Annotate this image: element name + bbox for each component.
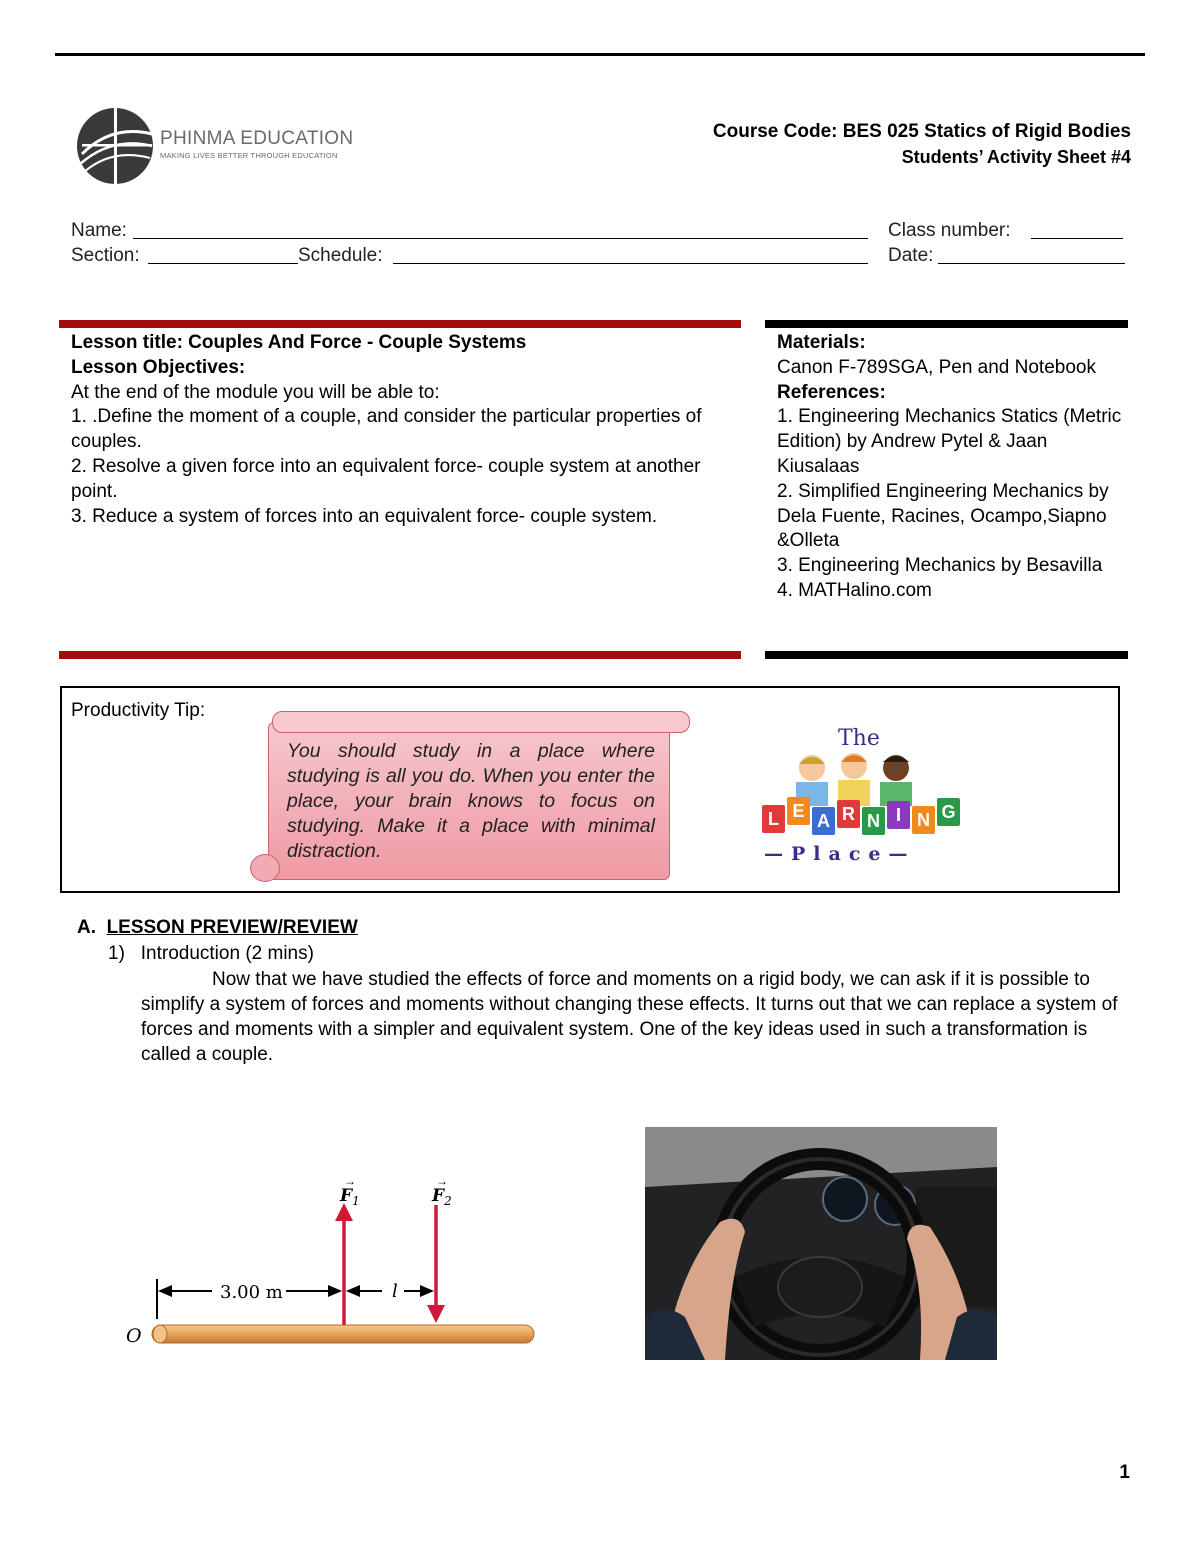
f2-arrowhead (427, 1305, 445, 1323)
block-letter: G (937, 798, 960, 826)
objective-1: 1. .Define the moment of a couple, and consider the particular properties of couples. (71, 406, 702, 453)
productivity-label: Productivity Tip: (71, 700, 206, 721)
intro-paragraph (141, 967, 1131, 1067)
f1-label: $F_1$ (340, 1186, 360, 1208)
f2-vector-mark: → (436, 1175, 448, 1188)
name-field[interactable] (133, 237, 868, 239)
date-label: Date: (888, 245, 934, 266)
learning-place-word: Place (791, 843, 889, 865)
section-field[interactable] (148, 262, 298, 264)
block-letter: A (812, 807, 835, 835)
block-letter: N (912, 806, 935, 834)
schedule-field[interactable] (393, 262, 868, 264)
tip-scroll-roll (272, 711, 690, 733)
course-code: Course Code: BES 025 Statics of Rigid Bodies (712, 121, 1131, 142)
intro-paragraph-text: Now that we have studied the effects of force and moments on a rigid body, we can ask if it is possible to simplify a system of forces and moments without changing these effects. It turns out that we can replace a system of forces and moments with a simpler and equivalent system. One of the key ideas used in such a transformation is called a couple. (141, 969, 1118, 1065)
steering-wheel-photo (645, 1127, 997, 1360)
logo-name: PHINMA EDUCATION (160, 128, 354, 149)
reference-4: 4. MATHalino.com (777, 579, 932, 601)
couple-diagram (120, 1175, 550, 1355)
objective-2: 2. Resolve a given force into an equivalent force- couple system at another point. (71, 455, 701, 502)
section-a-heading (77, 917, 358, 939)
date-field[interactable] (938, 262, 1125, 264)
class-number-field[interactable] (1031, 237, 1123, 239)
intro-title: Introduction (2 mins) (140, 943, 314, 964)
f2-label: $F_2$ (432, 1186, 452, 1208)
rod (152, 1325, 534, 1343)
f1-vector-mark: → (344, 1175, 356, 1188)
block-letter: I (887, 801, 910, 829)
section-title: LESSON PREVIEW/REVIEW (106, 917, 358, 938)
lesson-bottom-bar (59, 651, 741, 659)
tip-scroll-curl (250, 854, 280, 882)
reference-1: 1. Engineering Mechanics Statics (Metric Edition) by Andrew Pytel & Jaan Kiusalaas (777, 406, 1122, 477)
learning-place-place: —Place— (764, 843, 916, 865)
productivity-tip: You should study in a place where studying is all you do. When you enter the place, your brain knows to focus on studying. Make it a place with minimal distraction. (287, 740, 655, 862)
page-number: 1 (1119, 1462, 1130, 1483)
intro-item (108, 943, 314, 965)
dim-arrow-l-right (420, 1285, 434, 1297)
l-label: l (392, 1281, 398, 1302)
reference-3: 3. Engineering Mechanics by Besavilla (777, 555, 1103, 577)
objective-3: 3. Reduce a system of forces into an equivalent force- couple system. (71, 505, 658, 527)
class-number-label: Class number: (888, 220, 1011, 241)
intro-number: 1) (108, 943, 125, 964)
lesson-top-bar (59, 320, 741, 328)
dim-arrow-right (328, 1285, 342, 1297)
lesson-title: Lesson title: Couples And Force - Couple Systems (71, 332, 527, 353)
reference-2: 2. Simplified Engineering Mechanics by Dela Fuente, Racines, Ocampo,Siapno &Olleta (777, 480, 1109, 552)
section-letter: A. (77, 917, 96, 938)
origin-label: O (126, 1325, 142, 1347)
section-label: Section: (71, 245, 140, 266)
materials-heading: Materials: (777, 332, 866, 353)
learning-place-the: The (838, 726, 880, 751)
rod-end (153, 1325, 167, 1343)
materials-text: Canon F-789SGA, Pen and Notebook (777, 356, 1096, 378)
learning-blocks (762, 800, 960, 831)
block-letter: N (862, 807, 885, 835)
dim-arrow-l-left (346, 1285, 360, 1297)
objectives-heading: Lesson Objectives: (71, 356, 246, 378)
materials-column (777, 331, 1122, 604)
materials-top-bar (765, 320, 1128, 328)
materials-bottom-bar (765, 651, 1128, 659)
top-rule (55, 53, 1145, 56)
block-letter: E (787, 797, 810, 825)
schedule-label: Schedule: (298, 245, 383, 266)
sheet-title: Students’ Activity Sheet #4 (901, 147, 1131, 167)
lesson-column (71, 331, 731, 529)
objectives-intro: At the end of the module you will be able to: (71, 381, 440, 403)
dim-arrow-left (158, 1285, 172, 1297)
distance-label: 3.00 m (220, 1282, 283, 1303)
block-letter: R (837, 800, 860, 828)
logo-tagline: MAKING LIVES BETTER THROUGH EDUCATION (160, 151, 338, 160)
references-heading: References: (777, 381, 886, 403)
block-letter: L (762, 805, 785, 833)
name-label: Name: (71, 220, 127, 241)
